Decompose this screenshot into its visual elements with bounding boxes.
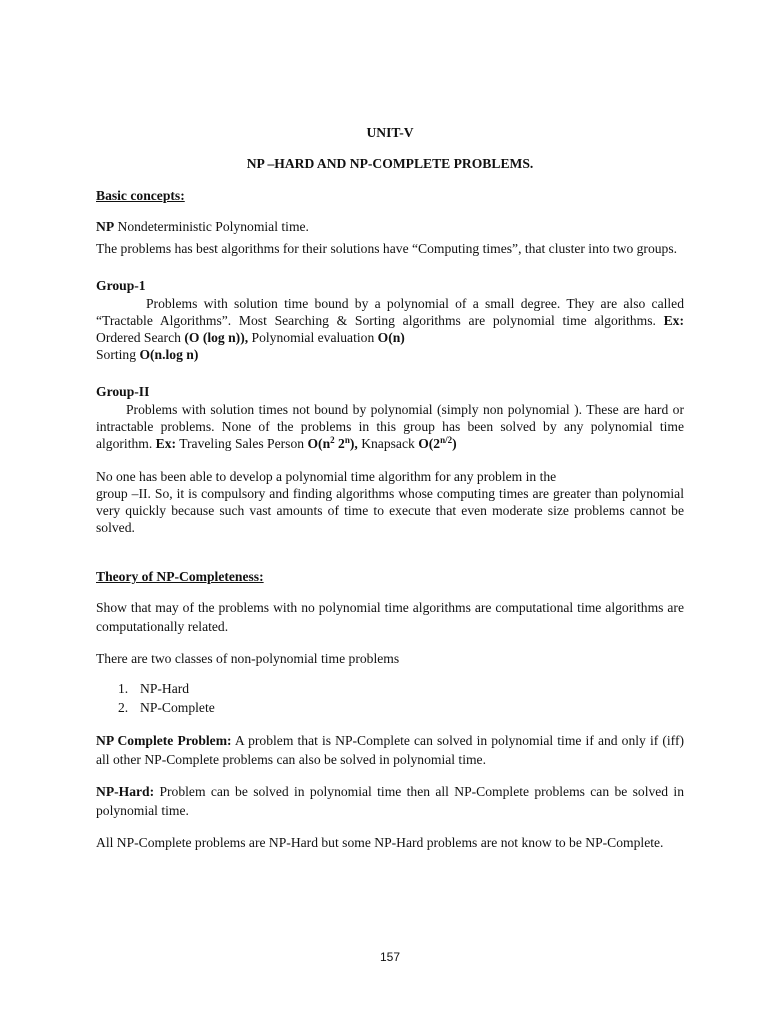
document-title: NP –HARD AND NP-COMPLETE PROBLEMS. [246, 156, 534, 171]
no-one-rest: group –II. So, it is compulsory and finding algorithms whose computing times are greater than polynomial very quickly because such vast amounts of time to execute that even moderate size problems cannot be solved. [96, 486, 684, 535]
group1-ex-text2: Polynomial evaluation [248, 330, 378, 345]
intro-paragraph: The problems has best algorithms for their solutions have “Computing times”, that cluster into two groups. [96, 241, 678, 256]
closing-paragraph: All NP-Complete problems are NP-Hard but some NP-Hard problems are not know to be NP-Complete. [96, 835, 664, 850]
np-hard-text: Problem can be solved in polynomial time then all NP-Complete problems can be solved in polynomial time. [96, 784, 684, 818]
theory-paragraph1: Show that may of the problems with no polynomial time algorithms are computational time algorithms are computationally related. [96, 600, 684, 634]
group1-paragraph [96, 295, 684, 346]
group1-ex-text1: Ordered Search [96, 330, 185, 345]
group1-ex-val1: (O (log n)), [184, 330, 249, 345]
tsp-complexity: $O(n^2$ 2$^n$), [307, 435, 358, 451]
no-one-line1: No one has been able to develop a polynomial time algorithm for any problem in the [96, 469, 557, 484]
np-definition [96, 218, 684, 235]
group1-ex-label: Ex: [663, 313, 684, 328]
group1-ex-val2: O(n) [377, 330, 405, 345]
list-item: 2. NP-Complete [118, 700, 215, 715]
list-item: 1. NP-Hard [118, 681, 190, 696]
basic-concepts-heading: Basic concepts: [96, 188, 185, 203]
sorting-label: Sorting [96, 347, 140, 362]
np-complete-text: A problem that is NP-Complete can solved in polynomial time if and only if (iff) all other NP-Complete problems can also be solved in polynomial time. [96, 733, 684, 767]
group2-ex-label: Ex: [155, 436, 177, 451]
group2-heading: Group-II [96, 384, 150, 399]
knapsack-complexity: $O(2^{n/2})$ [418, 435, 457, 451]
np-complete-paragraph [96, 731, 684, 769]
unit-heading: UNIT-V [366, 125, 414, 140]
group1-heading: Group-1 [96, 278, 146, 293]
group2-ex-text1: Traveling Sales Person [176, 436, 308, 451]
group1-text: Problems with solution time bound by a polynomial of a small degree. They are also called “Tractable Algorithms”. Most Searching & Sorting algorithms are polynomial time algorithms. [96, 296, 684, 328]
sorting-line [96, 346, 684, 363]
np-term: NP [96, 219, 115, 234]
np-hard-paragraph [96, 782, 684, 820]
np-def-text: Nondeterministic Polynomial time. [114, 219, 309, 234]
theory-heading: Theory of NP-Completeness: [96, 569, 264, 584]
group2-text: Problems with solution times not bound by polynomial (simply non polynomial ). These are hard or intractable problems. None of the problems in this group has been solved by any polynomial time algorithm. [96, 402, 684, 451]
group2-paragraph [96, 401, 684, 452]
np-complete-label: NP Complete Problem: [96, 733, 232, 748]
sorting-value: O(n.log n) [139, 347, 199, 362]
page-number: 157 [379, 950, 401, 964]
np-hard-label: NP-Hard: [96, 784, 155, 799]
theory-paragraph2: There are two classes of non-polynomial time problems [96, 651, 400, 666]
document-page [96, 0, 684, 1024]
group2-ex-text2: Knapsack [357, 436, 419, 451]
